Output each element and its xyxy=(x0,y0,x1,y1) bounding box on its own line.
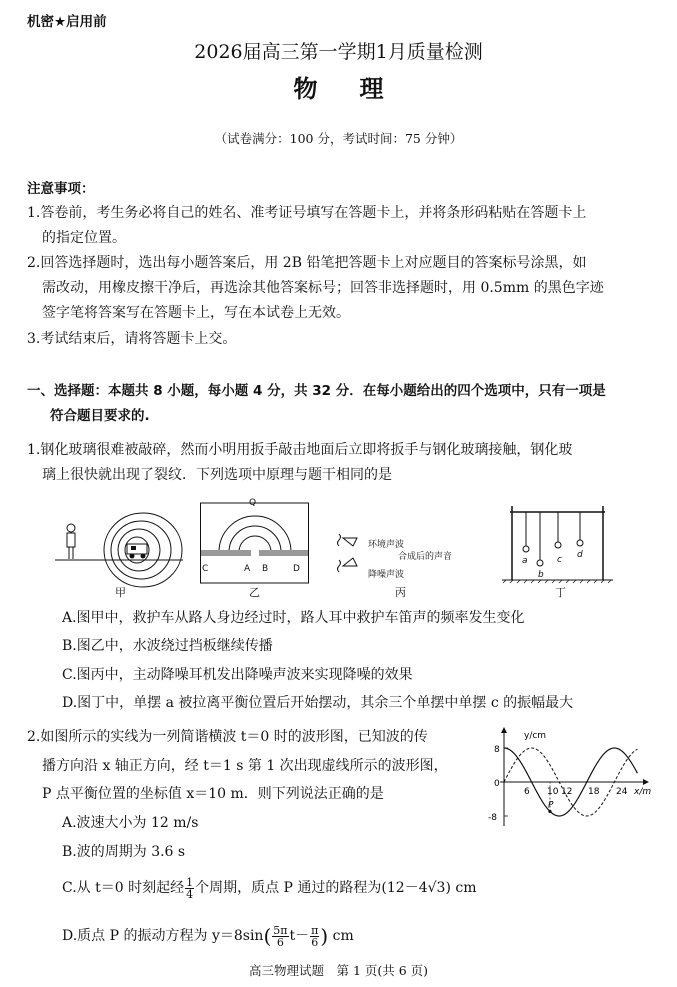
graph-xtick-18: 18 xyxy=(588,787,600,797)
graph-ylabel: y/cm xyxy=(524,731,547,741)
q2-option-d-frac1-num: 5π xyxy=(273,923,288,937)
graph-xtick-10: 10 xyxy=(547,787,559,797)
q2-stem-line-2: 播方向沿 x 轴正方向，经 t＝1 s 第 1 次出现虚线所示的波形图， xyxy=(42,758,448,774)
graph-xtick-12: 12 xyxy=(561,787,573,797)
note-line-4: 需改动，用橡皮擦干净后，再选涂其他答案标号；回答非选择题时，用 0.5mm 的黑色字迹 xyxy=(42,280,604,296)
q2-option-d-pre: D.质点 P 的振动方程为 y＝8sin xyxy=(62,928,264,944)
notes-title: 注意事项： xyxy=(27,181,95,197)
fig-bing-anti-noise: 降噪声波 xyxy=(368,570,405,580)
q2-option-d-paren-close: ) xyxy=(320,924,329,948)
q2-option-d-frac2-num: π xyxy=(311,923,319,937)
note-line-5: 签字笔将答案写在答题卡上，写在本试卷上无效。 xyxy=(42,305,350,321)
fig-label-jia: 甲 xyxy=(115,586,126,599)
q2-option-b: B.波的周期为 3.6 s xyxy=(62,844,186,860)
q2-option-d-post: cm xyxy=(332,928,354,944)
fig-ding-label-b: b xyxy=(538,570,544,580)
q1-option-a: A.图甲中，救护车从路人身边经过时，路人耳中救护车笛声的频率发生变化 xyxy=(62,610,525,626)
q1-option-d: D.图丁中，单摆 a 被拉离平衡位置后开始摆动，其余三个单摆中单摆 c 的振幅最大 xyxy=(62,695,574,711)
q2-option-d-frac2-den: 6 xyxy=(311,935,319,949)
fig-label-ding: 丁 xyxy=(555,586,566,599)
fig-yi-label-a: A xyxy=(244,564,251,574)
q2-stem-line-1: 2.如图所示的实线为一列简谐横波 t＝0 时的波形图，已知波的传 xyxy=(27,729,428,745)
section-1-heading: 一、选择题：本题共 8 小题，每小题 4 分，共 32 分．在每小题给出的四个选项中，只有一项是 xyxy=(27,383,606,399)
note-line-3: 2.回答选择题时，选出每小题答案后，用 2B 铅笔把答题卡上对应题目的答案标号涂黑，如 xyxy=(27,255,587,271)
q1-stem-line-1: 1.钢化玻璃很难被敲碎，然而小明用扳手敲击地面后立即将扳手与钢化玻璃接触，钢化玻 xyxy=(27,442,573,458)
page-footer: 高三物理试题 第 1 页(共 6 页) xyxy=(248,963,429,978)
q1-option-b: B.图乙中，水波绕过挡板继续传播 xyxy=(62,638,273,654)
fig-yi-label-d: D xyxy=(293,564,300,574)
fig-yi-label-c: C xyxy=(202,564,209,574)
subject-title: 物理 xyxy=(293,75,426,103)
q2-option-d-paren-open: ( xyxy=(263,924,272,948)
q2-option-c-pre: C.从 t＝0 时刻起经 xyxy=(62,880,185,896)
fig-bing-ambient: 环境声波 xyxy=(368,540,405,550)
exam-info: （试卷满分：100 分，考试时间：75 分钟） xyxy=(214,131,463,146)
note-line-1: 1.答卷前，考生务必将自己的姓名、准考证号填写在答题卡上，并将条形码粘贴在答题卡上 xyxy=(27,205,587,221)
exam-title: 2026届高三第一学期1月质量检测 xyxy=(194,41,483,63)
q2-option-d-frac1-den: 6 xyxy=(276,935,284,949)
fig-ding-pendulums xyxy=(500,500,615,585)
fig-ding-label-a: a xyxy=(522,556,528,566)
fig-jia-doppler xyxy=(55,500,185,590)
q2-option-c-frac-den: 4 xyxy=(186,887,194,901)
q2-wave-graph xyxy=(482,722,654,834)
q2-option-d-fraction-1 xyxy=(272,925,288,948)
fig-yi-label-b: B xyxy=(262,564,269,574)
q2-option-c xyxy=(62,872,476,904)
graph-point-label: P xyxy=(548,800,554,811)
graph-ytick-neg8: -8 xyxy=(488,813,497,823)
graph-xtick-6: 6 xyxy=(524,787,530,797)
fig-label-bing: 丙 xyxy=(395,586,406,599)
q1-stem-line-2: 璃上很快就出现了裂纹．下列选项中原理与题干相同的是 xyxy=(42,467,392,483)
graph-ytick-8: 8 xyxy=(494,745,500,755)
q1-option-c: C.图丙中，主动降噪耳机发出降噪声波来实现降噪的效果 xyxy=(62,667,413,683)
q2-option-a: A.波速大小为 12 m/s xyxy=(62,815,199,831)
q2-option-d-mid: t－ xyxy=(289,928,310,944)
fig-bing-combined: 合成后的声音 xyxy=(398,552,453,562)
fig-yi-label-q: Q xyxy=(249,498,257,508)
q2-option-c-fraction xyxy=(185,877,194,900)
note-line-6: 3.考试结束后，请将答题卡上交。 xyxy=(27,331,237,347)
q2-option-c-frac-num: 1 xyxy=(186,875,194,889)
section-1-heading-cont: 符合题目要求的. xyxy=(50,408,150,424)
q2-option-c-post: 个周期，质点 P 通过的路程为(12－4√3) cm xyxy=(195,880,477,896)
q2-option-d-fraction-2 xyxy=(310,925,319,948)
fig-ding-label-d: d xyxy=(577,550,583,560)
graph-ytick-0: 0 xyxy=(494,779,500,789)
fig-label-yi: 乙 xyxy=(249,586,260,599)
q2-option-d xyxy=(62,920,354,952)
graph-xlabel: x/m xyxy=(634,787,652,797)
q2-stem-line-3: P 点平衡位置的坐标值 x＝10 m．则下列说法正确的是 xyxy=(42,786,384,802)
fig-ding-label-c: c xyxy=(557,555,562,565)
note-line-2: 的指定位置。 xyxy=(42,230,126,246)
graph-xtick-24: 24 xyxy=(616,787,628,797)
confidential-mark: 机密★启用前 xyxy=(27,14,107,30)
